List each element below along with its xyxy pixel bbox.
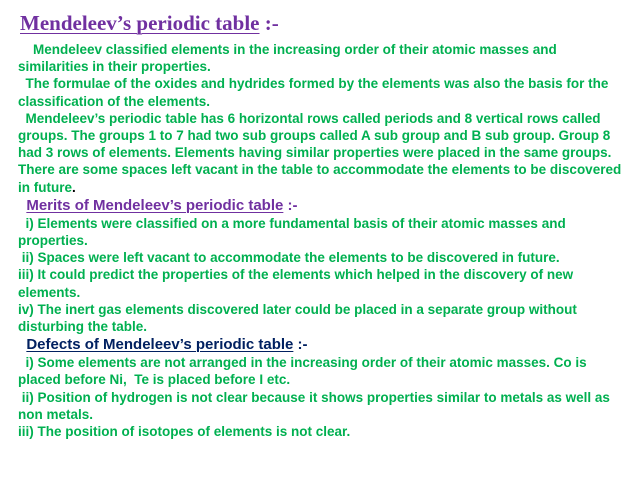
defects-heading-text: Defects of Mendeleev’s periodic table [26,336,294,354]
merits-heading-text: Merits of Mendeleev’s periodic table [26,196,284,214]
slide-title-suffix: :- [259,11,279,35]
slide-body [18,41,630,440]
defect-item-3: iii) The position of isotopes of elements is not clear. [18,424,351,440]
intro-paragraph-2: The formulae of the oxides and hydrides formed by the elements was also the basis for the classification of the elements. [18,76,613,109]
merit-item-1: i) Elements were classified on a more fundamental basis of their atomic masses and properties. [18,215,570,249]
slide-title-text: Mendeleev’s periodic table [20,11,260,35]
intro-paragraph-3 [18,110,630,196]
intro-paragraph-1: Mendeleev classified elements in the increasing order of their atomic masses and similarities in their properties. [18,42,561,75]
defects-heading-suffix: :- [293,336,308,354]
defect-item-1: i) Some elements are not arranged in the increasing order of their atomic masses. Co is placed before Ni, Te is placed before I etc. [18,355,591,388]
merits-heading-suffix: :- [283,196,298,214]
merits-heading [18,196,630,215]
defect-item-2: ii) Position of hydrogen is not clear because it shows properties similar to metals as well as non metals. [18,389,614,422]
slide-title [20,10,279,36]
merit-item-3: iii) It could predict the properties of the elements which helped in the discovery of new elements. [18,267,577,300]
defects-heading [18,335,630,354]
merit-item-4: iv) The inert gas elements discovered later could be placed in a separate group without disturbing the table. [18,301,585,335]
intro-paragraph-3-text: Mendeleev’s periodic table has 6 horizontal rows called periods and 8 vertical rows called groups. The groups 1 to 7 had two sub groups called A sub group and B sub group. Group 8 had 3 rows of elements. Elements having similar properties were placed in the same groups. There are some spaces left vacant in the table to accommodate the elements to be discovered in future [18,110,625,195]
merit-item-2: ii) Spaces were left vacant to accommodate the elements to be discovered in future. [18,250,560,266]
intro-end-mark: . [72,179,76,195]
